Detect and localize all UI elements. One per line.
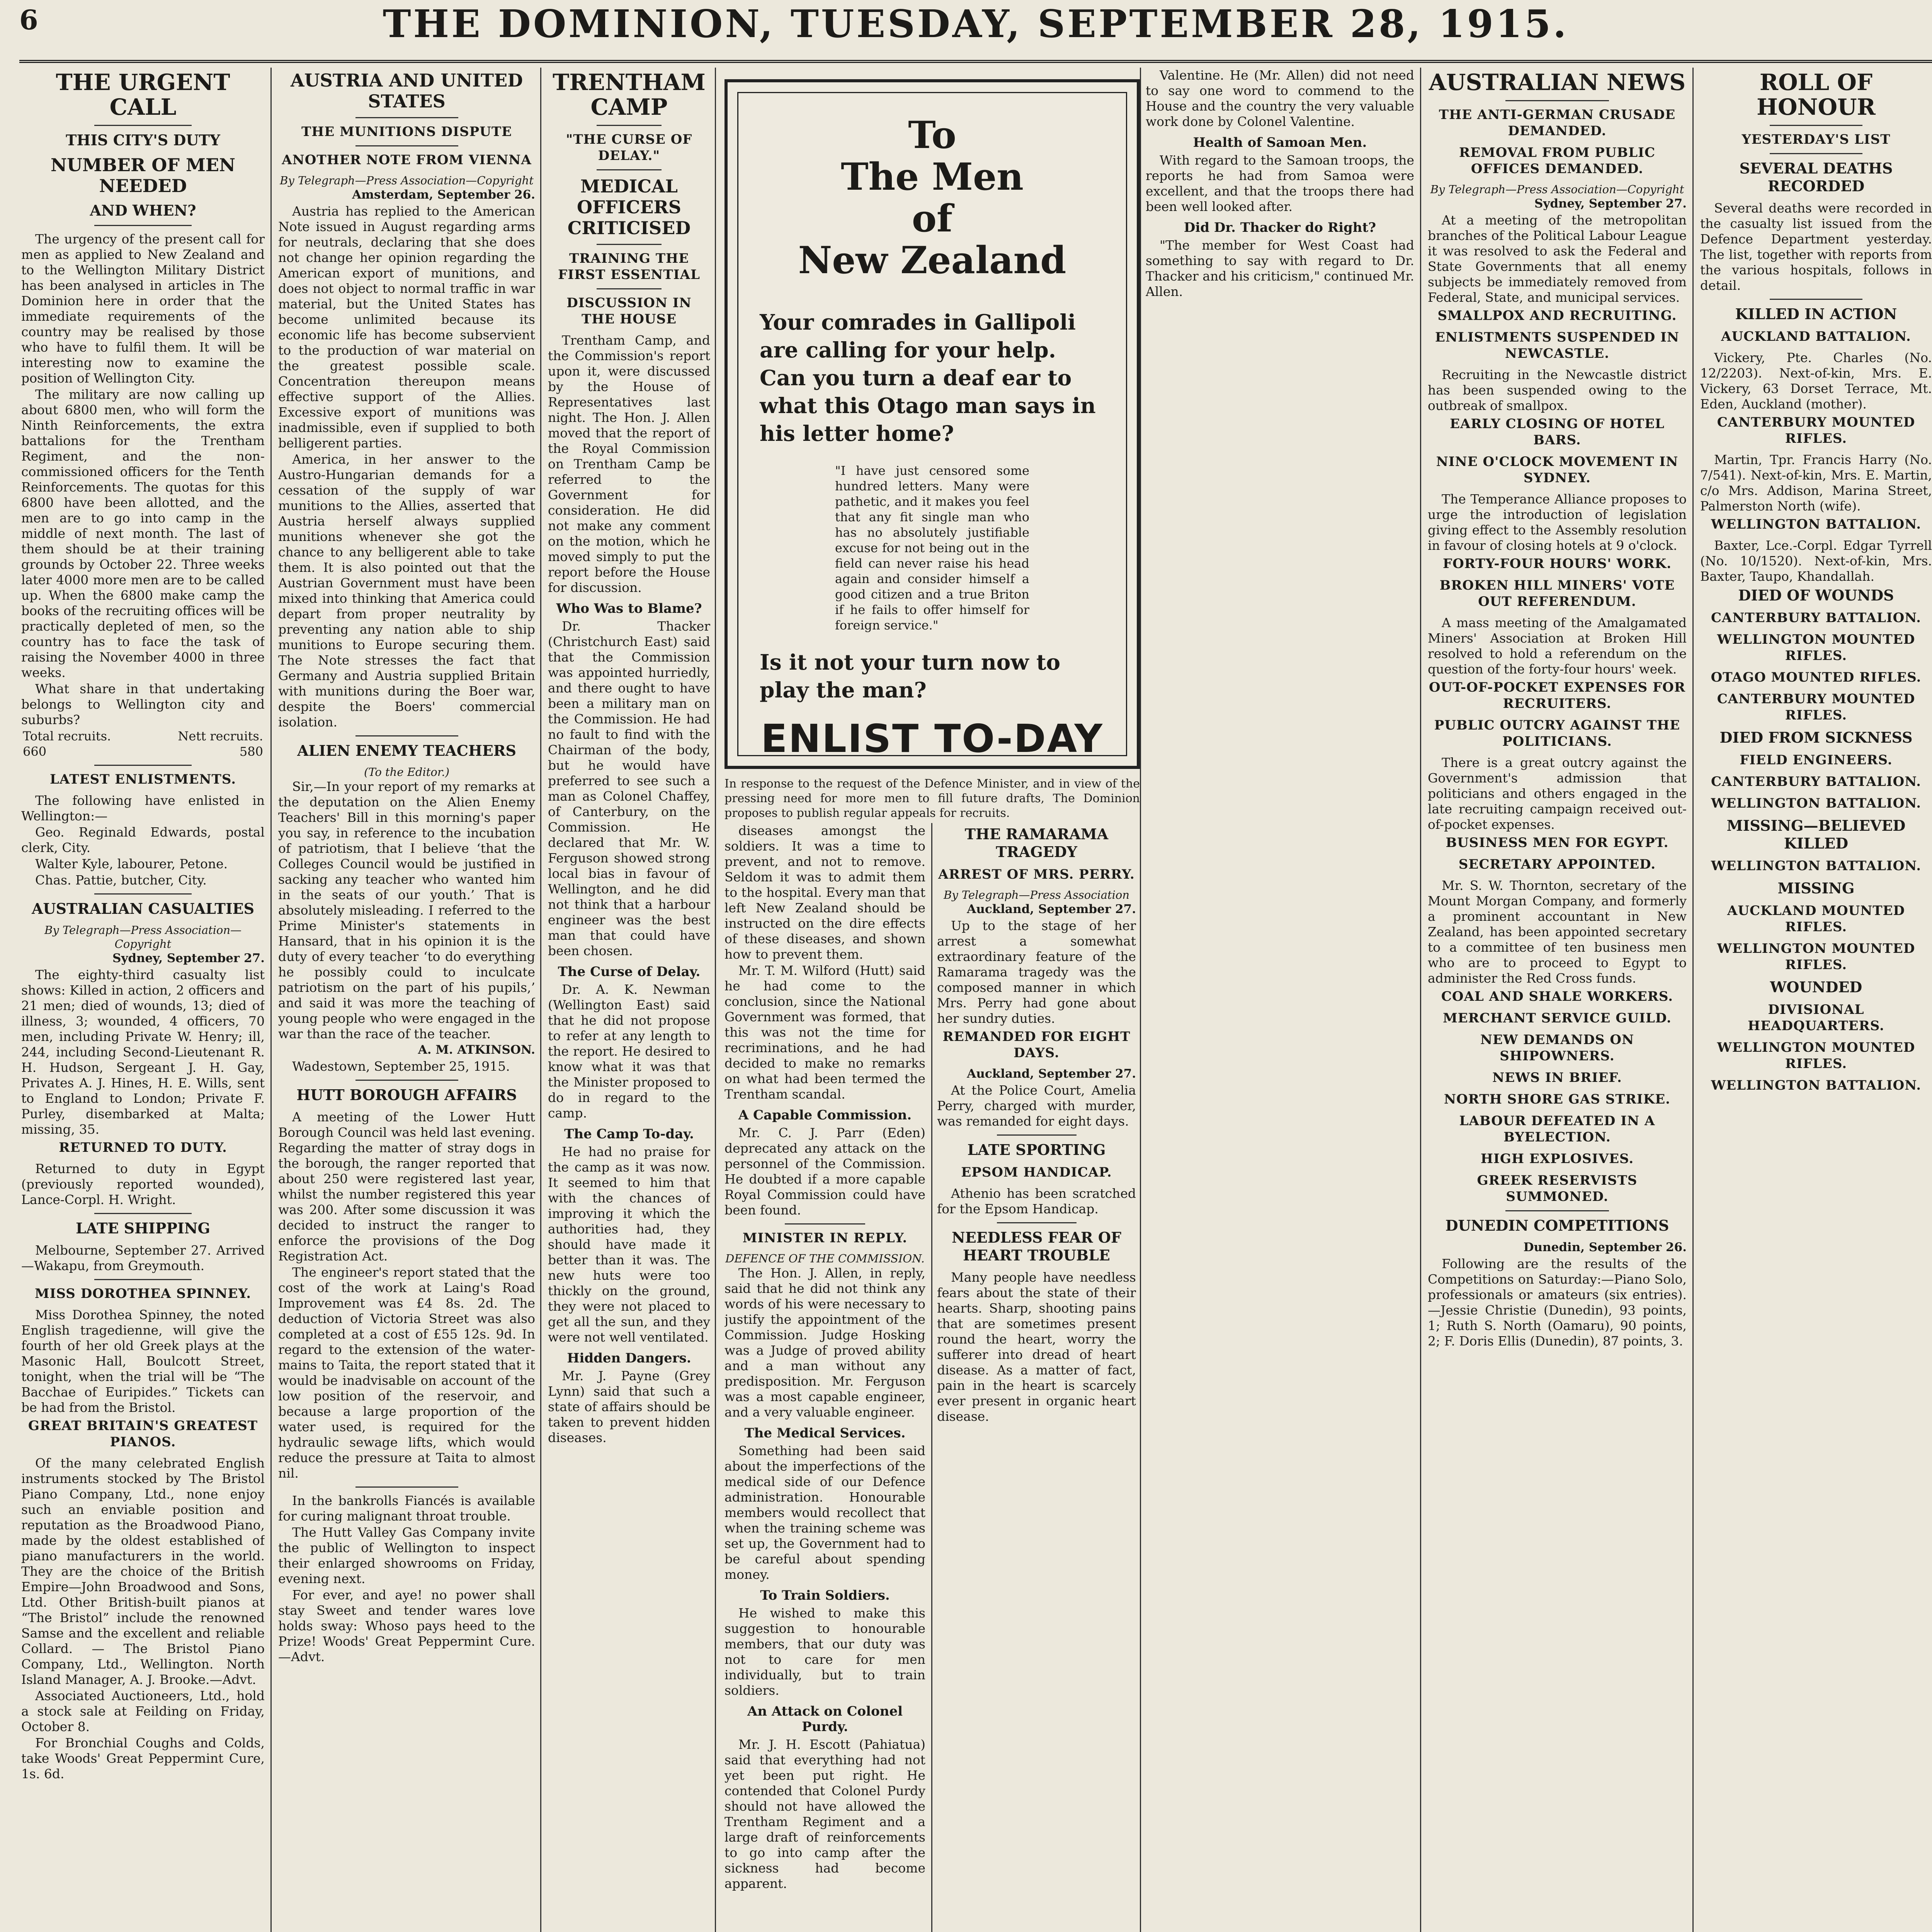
column-rule [270, 68, 272, 1932]
byline: By Telegraph—Press Association—Copyright [280, 174, 534, 187]
article-paragraph: The Hutt Valley Gas Company invite the public of Wellington to inspect their enlarged showrooms on Friday, evening next. [278, 1525, 535, 1586]
article-paragraph: A meeting of the Lower Hutt Borough Council was held last evening. Regarding the matter of stray dogs in the borough, the ranger reported that about 250 were registered last year, whilst the number registered this year was 200. After some discussion it was decided to instruct the ranger to enforce the provisions of the Dog Registration Act. [278, 1109, 535, 1264]
article-paragraph: The urgency of the present call for men as applied to New Zealand and to the Wellington Military District has been analysed in articles in The Dominion here in order that the immediate requirements of the country may be realised by those who have to fulfil them. It will be interesting now to examine the position of Wellington City. [21, 231, 265, 386]
dateline: Sydney, September 27. [1534, 197, 1687, 211]
section-head: OUT-OF-POCKET EXPENSES FOR RECRUITERS. [1429, 680, 1685, 711]
column-trentham-cont [724, 823, 925, 1932]
article-paragraph: Many people have needless fears about the state of their hearts. Sharp, shooting pains that are sometimes present round the heart, worry the sufferer into dread of heart disease. As a matter of fact, pain in the heart is scarcely ever present in organic heart disease. [937, 1270, 1136, 1424]
headline-alien-teachers: ALIEN ENEMY TEACHERS [297, 742, 516, 759]
divider [997, 1134, 1077, 1136]
unit-heading: OTAGO MOUNTED RIFLES. [1711, 670, 1922, 685]
advert-quote: "I have just censored some hundred letters. Many were pathetic, and it makes you feel that any fit single man who has no absolutely justifiable excuse for not being out in the field can never raise his head again and consider himself a good citizen and a true Briton if he fails to offer himself for foreign service." [835, 463, 1029, 633]
subhead-epsom: EPSOM HANDICAP. [961, 1165, 1112, 1180]
advert-text: For Bronchial Coughs and Colds, take Woods' Great Peppermint Cure, 1s. 6d. [21, 1735, 265, 1781]
headline-returned-to-duty: RETURNED TO DUTY. [59, 1140, 227, 1155]
article-paragraph: Austria has replied to the American Note issued in August regarding arms for neutrals, declaring that she does not change her opinion regarding the American export of munitions, and does not object to normal traffic in war material, but the United States has become unlimited because its economic life has become subservient to the production of war material on the greatest possible scale. Concentration thereupon means effective support of the Allies. Excessive export of munitions was inadmissible, even if supplied to both belligerent parties. [278, 204, 535, 451]
column-austria-us [278, 68, 535, 1932]
column-rule [715, 68, 716, 1932]
article-paragraph: A mass meeting of the Amalgamated Miners' Association at Broken Hill resolved to hold a referendum on the question of the forty-four hours' week. [1428, 615, 1687, 677]
article-paragraph: Mr. S. W. Thornton, secretary of the Mount Morgan Company, and formerly a prominent accountant in New Zealand, has been appointed secretary to a committee of ten business men who are to proceed to Egypt to administer the Red Cross funds. [1428, 878, 1687, 986]
divider [1505, 100, 1609, 101]
table-header: Nett recruits. [178, 729, 263, 743]
headline-australian-casualties: AUSTRALIAN CASUALTIES [31, 900, 255, 917]
headline-minister-reply: MINISTER IN REPLY. [742, 1230, 908, 1246]
unit-heading: FIELD ENGINEERS. [1740, 752, 1893, 768]
divider [355, 117, 458, 118]
byline: By Telegraph—Press Association—Copyright [1430, 183, 1684, 196]
divider [785, 1223, 865, 1225]
section-head: BROKEN HILL MINERS' VOTE OUT REFERENDUM. [1439, 578, 1675, 609]
advert-text: Of the many celebrated English instruments stocked by The Bristol Piano Company, Ltd., none enjoy such an enviable position and reputation as the Broadwood Piano, made by the oldest established of piano manufacturers in the world. They are the choice of the British Empire—John Broadwood and Sons, Ltd. Other British-built pianos at “The Bristol” include the renowned Samse and the excellent and reliable Collard. — The Bristol Piano Company, Ltd., Wellington. North Island Manager, A. J. Brooke.—Advt. [21, 1456, 265, 1687]
divider [94, 125, 192, 126]
article-paragraph: Mr. C. J. Parr (Eden) deprecated any attack on the personnel of the Commission. He doubted if a more capable Royal Commission could have been found. [724, 1125, 925, 1218]
article-paragraph: Up to the stage of her arrest a somewhat extraordinary feature of the Ramarama tragedy was the composed manner in which Mrs. Perry had gone about her sundry duties. [937, 918, 1136, 1026]
divider [597, 125, 662, 126]
subhead-medical-officers: MEDICAL OFFICERS CRITICISED [567, 176, 691, 238]
article-paragraph: diseases amongst the soldiers. It was a time to prevent, and not to remove. Seldom it was to admit them to the hospital. Every man that left New Zealand should be instructed on the dire effects of these diseases, and shown how to prevent them. [724, 823, 925, 962]
divider [1505, 1210, 1609, 1211]
advert-heading [738, 114, 1126, 281]
article-paragraph: Melbourne, September 27. Arrived—Wakapu, from Greymouth. [21, 1243, 265, 1273]
article-paragraph: Mr. J. H. Escott (Pahiatua) said that everything had not yet been put right. He contended that Colonel Purdy should not have allowed the Trentham Regiment and a large draft of reinforcements to go into camp after the sickness had become apparent. [724, 1737, 925, 1891]
section-head: COAL AND SHALE WORKERS. [1441, 989, 1673, 1004]
article-paragraph: The eighty-third casualty list shows: Killed in action, 2 officers and 21 men; died of wounds, 13; died of illness, 3; wounded, 4 officers, 70 men, including Private W. Henry; ill, 244, including Second-Lieutenant R. H. Hudson, Sergeant J. H. Gay, Privates A. J. Hines, H. E. Wills, sent to England to London; Private F. Purley, disembarked at Malta; missing, 35. [21, 967, 265, 1137]
section-head: MISSING—BELIEVED KILLED [1726, 817, 1906, 852]
headline-hutt-borough: HUTT BOROUGH AFFAIRS [296, 1086, 517, 1104]
column-rule [931, 823, 932, 1932]
advert-question: Is it not your turn now to play the man? [760, 650, 1061, 702]
advert-heading-line: of [912, 197, 953, 240]
unit-heading: WELLINGTON BATTALION. [1711, 858, 1922, 874]
article-paragraph: There is a great outcry against the Government's admission that politicians and others engaged in the late recruiting campaign received out-of-pocket expenses. [1428, 755, 1687, 832]
section-subhead: To Train Soldiers. [760, 1588, 890, 1603]
section-head: NEW DEMANDS ON SHIPOWNERS. [1480, 1032, 1634, 1064]
advert-heading-line: To [908, 113, 956, 157]
article-paragraph: Valentine. He (Mr. Allen) did not need to say one word to commend to the House and the country the very valuable work done by Colonel Valentine. [1146, 68, 1414, 129]
article-paragraph: What share in that undertaking belongs to Wellington city and suburbs? [21, 681, 265, 727]
section-subhead: Hidden Dangers. [567, 1350, 691, 1366]
column-lower-middle [937, 823, 1136, 1932]
subhead-note-from-vienna: ANOTHER NOTE FROM VIENNA [282, 152, 532, 168]
casualty-entry: Baxter, Lce.-Corpl. Edgar Tyrrell (No. 10/1520). Next-of-kin, Mrs. Baxter, Taupo, Khandallah. [1700, 538, 1932, 584]
advert-heading: MISS DOROTHEA SPINNEY. [34, 1286, 252, 1301]
subhead-yesterdays-list: YESTERDAY'S LIST [1742, 132, 1891, 147]
dateline: Amsterdam, September 26. [352, 188, 535, 202]
subhead-anti-german: THE ANTI-GERMAN CRUSADE DEMANDED. [1439, 107, 1676, 139]
section-subhead: Health of Samoan Men. [1193, 135, 1367, 150]
advert-heading-line: The Men [841, 155, 1024, 199]
section-subhead: The Curse of Delay. [558, 964, 701, 980]
article-paragraph: At a meeting of the metropolitan branches of the Political Labour League it was resolved to ask the Federal and State Governments that all enemy subjects be immediately removed from Federal, State, and municipal services. [1428, 213, 1687, 305]
section-head: SECRETARY APPOINTED. [1458, 857, 1656, 872]
column-rule [540, 68, 541, 1932]
subhead-training: TRAINING THE FIRST ESSENTIAL [558, 251, 700, 282]
article-paragraph: Trentham Camp, and the Commission's report upon it, were discussed by the House of Representatives last night. The Hon. J. Allen moved that the report of the Royal Commission on Trentham Camp be referred to the Government for consideration. He did not make any comment on the motion, which he moved simply to put the report before the House for discussion. [548, 333, 710, 595]
unit-heading: WELLINGTON MOUNTED RIFLES. [1717, 941, 1915, 973]
section-head: FORTY-FOUR HOURS' WORK. [1442, 556, 1672, 571]
divider [1770, 299, 1862, 300]
byline: By Telegraph—Press Association—Copyright [44, 923, 242, 951]
subhead-number-of-men: NUMBER OF MEN NEEDED [50, 155, 236, 196]
unit-heading: CANTERBURY MOUNTED RIFLES. [1717, 691, 1915, 723]
subhead-arrest: ARREST OF MRS. PERRY. [938, 867, 1135, 882]
page-number: 6 [19, 4, 38, 36]
subhead-city-duty: THIS CITY'S DUTY [66, 131, 220, 149]
dateline: Auckland, September 27. [967, 902, 1136, 916]
letter-text: Sir,—In your report of my remarks at the deputation on the Alien Enemy Teachers' Bill in this morning's paper you say, in reference to the incubation of patriotism, that I believe ‘that the Colleges Council would be justified in sacking any teacher who wanted him in the seats of our youth.’ That is absolutely misleading. I referred to the Prime Minister's statements in Hansard, that in his opinion it is the duty of every teacher ‘to do everything he possibly could to inculcate patriotism on the part of his pupils,’ and said it was more the teaching of young people who were engaged in the war than the race of the teacher. [278, 779, 535, 1041]
column-trentham [548, 68, 710, 1932]
headline-heart-trouble: NEEDLESS FEAR OF HEART TROUBLE [952, 1229, 1121, 1264]
section-head: BUSINESS MEN FOR EGYPT. [1446, 835, 1669, 850]
headline-australian-news: AUSTRALIAN NEWS [1429, 69, 1686, 95]
article-paragraph: With regard to the Samoan troops, the reports he had from Samoa were excellent, and that the troops there had been well looked after. [1146, 153, 1414, 214]
article-paragraph: Several deaths were recorded in the casualty list issued from the Defence Department yesterday. The list, together with reports from the various hospitals, follows in detail. [1700, 201, 1932, 293]
advert-footnote: In response to the request of the Defence Minister, and in view of the pressing need for more men to fill future drafts, The Dominion proposes to publish regular appeals for recruits. [724, 777, 1140, 820]
dateline: Auckland, September 27. [967, 1067, 1136, 1081]
unit-heading: WELLINGTON BATTALION. [1711, 517, 1922, 532]
unit-heading: CANTERBURY BATTALION. [1711, 774, 1922, 789]
article-paragraph: He wished to make this suggestion to honourable members, that our duty was not to care for men individually, but to train soldiers. [724, 1605, 925, 1698]
subhead-and-when: AND WHEN? [90, 202, 196, 219]
divider [597, 169, 662, 170]
dateline: Dunedin, September 26. [1523, 1240, 1687, 1254]
advert-heading: GREAT BRITAIN'S GREATEST PIANOS. [28, 1418, 258, 1450]
headline-trentham-camp: TRENTHAM CAMP [553, 69, 706, 120]
headline-ramarama: THE RAMARAMA TRAGEDY [964, 825, 1109, 861]
subhead-defence-commission: DEFENCE OF THE COMMISSION. [725, 1252, 925, 1265]
column-minister-cont [1146, 68, 1414, 1932]
section-head: SMALLPOX AND RECRUITING. [1437, 308, 1677, 323]
unit-heading: WELLINGTON BATTALION. [1711, 1078, 1922, 1093]
section-head: HIGH EXPLOSIVES. [1480, 1151, 1634, 1167]
headline-urgent-call: THE URGENT CALL [56, 69, 230, 120]
section-head: DIED FROM SICKNESS [1719, 729, 1913, 746]
advert-heading-line: New Zealand [798, 238, 1066, 282]
divider [597, 244, 662, 245]
headline-remanded: REMANDED FOR EIGHT DAYS. [942, 1029, 1131, 1061]
recruiting-advertisement [724, 79, 1140, 769]
column-urgent-call [21, 68, 265, 1932]
divider [597, 288, 662, 289]
section-head: ENLISTMENTS SUSPENDED IN NEWCASTLE. [1435, 330, 1679, 361]
letter-subhead: (To the Editor.) [364, 765, 450, 779]
section-head: MISSING [1777, 879, 1855, 897]
casualty-entry: Martin, Tpr. Francis Harry (No. 7/541). Next-of-kin, Mrs. E. Martin, c/o Mrs. Addison, Marina Street, Palmerston North (wife). [1700, 452, 1932, 514]
article-paragraph: Returned to duty in Egypt (previously reported wounded), Lance-Corpl. H. Wright. [21, 1161, 265, 1207]
article-paragraph: Mr. T. M. Wilford (Hutt) said he had come to the conclusion, since the National Government was formed, that this was not the time for recriminations, and he had decided to make no remarks on what had been termed the Trentham scandal. [724, 963, 925, 1102]
enlistment-entry: Chas. Pattie, butcher, City. [35, 872, 207, 888]
unit-heading: AUCKLAND MOUNTED RIFLES. [1727, 903, 1905, 935]
article-paragraph: America, in her answer to the Austro-Hungarian demands for a cessation of the supply of war munitions to the Allies, asserted that Austria herself always supplied munitions whenever she got the chance to any belligerent able to take them. It is also pointed out that the Austrian Government must have been mixed into thinking that America could depart from proper neutrality by preventing any nation able to ship munitions to Europe securing them. The Note stresses the fact that Germany and Austria supplied Britain with munitions during the Boer war, despite the Boers' commercial isolation. [278, 452, 535, 730]
recruits-table [21, 728, 265, 759]
section-head-killed: KILLED IN ACTION [1735, 305, 1897, 323]
divider [94, 893, 192, 895]
divider [94, 765, 192, 766]
dateline: Sydney, September 27. [112, 951, 265, 965]
section-head: GREEK RESERVISTS SUMMONED. [1477, 1173, 1638, 1204]
headline-austria-us: AUSTRIA AND UNITED STATES [290, 70, 523, 112]
unit-heading: WELLINGTON BATTALION. [1711, 796, 1922, 811]
enlist-today-slogan: ENLIST TO-DAY [761, 716, 1104, 761]
article-paragraph: Recruiting in the Newcastle district has been suspended owing to the outbreak of smallpox. [1428, 367, 1687, 413]
advert-text: Miss Dorothea Spinney, the noted English tragedienne, will give the fourth of her old Greek plays at the Masonic Hall, Boulcott Street, tonight, when the trial will be “The Bacchae of Euripides.” Tickets can be had from the Bristol. [21, 1307, 265, 1415]
advert-border [737, 92, 1127, 761]
subhead-curse-of-delay: "THE CURSE OF DELAY." [566, 132, 692, 163]
section-head: EARLY CLOSING OF HOTEL BARS. [1450, 416, 1665, 448]
casualty-entry: Vickery, Pte. Charles (No. 12/2203). Next-of-kin, Mrs. E. Vickery, 63 Dorset Terrace, Mt. Eden, Auckland (mother). [1700, 350, 1932, 412]
divider [1770, 125, 1862, 126]
divider [94, 225, 192, 226]
section-subhead: Did Dr. Thacker do Right? [1184, 220, 1376, 235]
advert-text: Associated Auctioneers, Ltd., hold a stock sale at Feilding on Friday, October 8. [21, 1688, 265, 1734]
section-subhead: Who Was to Blame? [556, 601, 702, 616]
unit-heading: CANTERBURY MOUNTED RIFLES. [1717, 415, 1915, 446]
enlistment-entry: Geo. Reginald Edwards, postal clerk, City. [21, 825, 265, 855]
byline: By Telegraph—Press Association [943, 888, 1130, 901]
article-paragraph: The Temperance Alliance proposes to urge the introduction of legislation giving effect to the Assembly resolution in favour of closing hotels at 9 o'clock. [1428, 492, 1687, 553]
advert-appeal: Your comrades in Gallipoli are calling for your help. Can you turn a deaf ear to what this Otago man says in his letter home? [760, 310, 1096, 446]
article-paragraph: Athenio has been scratched for the Epsom Handicap. [937, 1186, 1136, 1216]
headline-dunedin-competitions: DUNEDIN COMPETITIONS [1445, 1217, 1669, 1234]
unit-heading: WELLINGTON MOUNTED RIFLES. [1717, 1040, 1915, 1071]
section-head: DIED OF WOUNDS [1738, 587, 1894, 604]
table-cell: 580 [239, 744, 263, 759]
subhead-discussion: DISCUSSION IN THE HOUSE [566, 295, 692, 327]
column-rule [1140, 68, 1141, 1932]
article-paragraph: "The member for West Coast had something to say with regard to Dr. Thacker and his criticism," continued Mr. Allen. [1146, 238, 1414, 299]
divider [997, 1222, 1077, 1223]
article-paragraph: At the Police Court, Amelia Perry, charged with murder, was remanded for eight days. [937, 1083, 1136, 1129]
article-paragraph: Something had been said about the imperfections of the medical side of our Defence administration. Honourable members would recollect that when the training scheme was set up, the Government had to be careful about spending money. [724, 1443, 925, 1582]
section-subhead: The Camp To-day. [564, 1126, 694, 1142]
article-paragraph: Dr. A. K. Newman (Wellington East) said that he did not propose to refer at any length to the report. He desired to know what it was that the Minister proposed to do in regard to the camp. [548, 982, 710, 1121]
column-roll-of-honour [1700, 68, 1932, 1932]
subhead-deaths-recorded: SEVERAL DEATHS RECORDED [1739, 160, 1893, 195]
divider [355, 145, 458, 146]
article-paragraph: Following are the results of the Competitions on Saturday:—Piano Solo, professionals or amateurs (six entries).—Jessie Christie (Dunedin), 93 points, 1; Ruth S. North (Oamaru), 90 points, 2; F. Doris Ellis (Dunedin), 87 points, 3. [1428, 1256, 1687, 1349]
divider [355, 1080, 458, 1081]
masthead [19, 2, 1932, 63]
enlistment-entry: Walter Kyle, labourer, Petone. [35, 856, 228, 871]
headline-late-shipping: LATE SHIPPING [76, 1219, 210, 1237]
section-head: WOUNDED [1770, 978, 1862, 996]
headline-roll-of-honour: ROLL OF HONOUR [1757, 69, 1876, 120]
article-paragraph: Dr. Thacker (Christchurch East) said that the Commission was appointed hurriedly, and there ought to have been a military man on the Commission. He had no fault to find with the Chairman of the body, but he would have preferred to see such a man as Colonel Chaffey, of Canterbury, on the Commission. He declared that Mr. W. Ferguson showed strong local bias in favour of Wellington, and he did not think that a harbour engineer was the best man that could have been chosen. [548, 619, 710, 958]
section-subhead: A Capable Commission. [738, 1107, 912, 1123]
article-paragraph: The following have enlisted in Wellington:— [21, 793, 265, 823]
section-head: MERCHANT SERVICE GUILD. [1443, 1010, 1672, 1026]
headline-latest-enlistments: LATEST ENLISTMENTS. [49, 772, 236, 787]
letter-date: Wadestown, September 25, 1915. [292, 1059, 510, 1074]
table-header: Total recruits. [23, 729, 111, 743]
subhead-removal: REMOVAL FROM PUBLIC OFFICES DEMANDED. [1459, 145, 1655, 177]
divider [94, 1213, 192, 1214]
divider [355, 1486, 458, 1488]
article-paragraph: The engineer's report stated that the cost of the work at Laing's Road Improvement was £4 8s. 2d. The deduction of Victoria Street was also completed at a cost of £55 12s. 9d. In regard to the extension of the water-mains to Taita, the report stated that it would be inadvisable on account of the low position of the reservoir, and because a large proportion of the water used, is required for the hydraulic sewage lifts, which would reduce the pressure at Taita to almost nil. [278, 1265, 535, 1481]
column-rule [1692, 68, 1694, 1932]
unit-heading: DIVISIONAL HEADQUARTERS. [1748, 1002, 1884, 1034]
unit-heading: CANTERBURY BATTALION. [1711, 610, 1922, 626]
section-head: NORTH SHORE GAS STRIKE. [1444, 1092, 1671, 1107]
article-paragraph: The military are now calling up about 6800 men, who will form the Ninth Reinforcements, the extra battalions for the Trentham Regiment, and the non-commissioned officers for the Tenth Reinforcements. The quotas for this 6800 have been allotted, and the men are to go into camp in the middle of next month. The last of them should be at their training grounds by October 22. Three weeks later 4000 more men are to be called up. When the 6800 make camp the books of the recruiting offices will be practically depleted of men, so the country has to face the task of raising the November 4000 in three weeks. [21, 387, 265, 680]
section-subhead: The Medical Services. [744, 1425, 906, 1441]
column-australian-news [1428, 68, 1687, 1932]
section-subhead: An Attack on Colonel Purdy. [747, 1704, 903, 1735]
section-head: NINE O'CLOCK MOVEMENT IN SYDNEY. [1436, 454, 1679, 486]
subhead-munitions-dispute: THE MUNITIONS DISPUTE [301, 124, 512, 139]
divider [1770, 153, 1862, 154]
advert-text: For ever, and aye! no power shall stay Sweet and tender wares love holds sway: Whoso pays heed to the Prize! Woods' Great Peppermint Cure.—Advt. [278, 1587, 535, 1664]
section-head: PUBLIC OUTCRY AGAINST THE POLITICIANS. [1434, 718, 1680, 749]
newspaper-title: THE DOMINION, TUESDAY, SEPTEMBER 28, 1915. [383, 2, 1569, 46]
divider [355, 735, 458, 736]
section-head: LABOUR DEFEATED IN A BYELECTION. [1459, 1113, 1655, 1145]
article-paragraph: The Hon. J. Allen, in reply, said that he did not think any words of his were necessary to justify the appointment of the Commission. Judge Hosking was a Judge of proved ability and a man without any predisposition. Mr. Ferguson was a most capable engineer, and a very valuable engineer. [724, 1265, 925, 1420]
letter-signature: A. M. ATKINSON. [418, 1043, 535, 1057]
section-head: NEWS IN BRIEF. [1492, 1070, 1622, 1085]
divider [94, 1279, 192, 1280]
unit-heading: WELLINGTON MOUNTED RIFLES. [1717, 632, 1915, 663]
unit-heading: AUCKLAND BATTALION. [1721, 329, 1911, 344]
article-paragraph: He had no praise for the camp as it was now. It seemed to him that with the chances of improving it which the authorities had, they should have made it better than it was. The new huts were too thickly on the ground, they were not placed to get all the sun, and they were not well ventilated. [548, 1144, 710, 1345]
article-paragraph: Mr. J. Payne (Grey Lynn) said that such a state of affairs should be taken to prevent hidden diseases. [548, 1368, 710, 1445]
table-cell: 660 [23, 744, 47, 759]
article-paragraph: In the bankrolls Fiancés is available for curing malignant throat trouble. [278, 1493, 535, 1524]
headline-late-sporting: LATE SPORTING [967, 1141, 1106, 1158]
column-rule [1420, 68, 1421, 1932]
